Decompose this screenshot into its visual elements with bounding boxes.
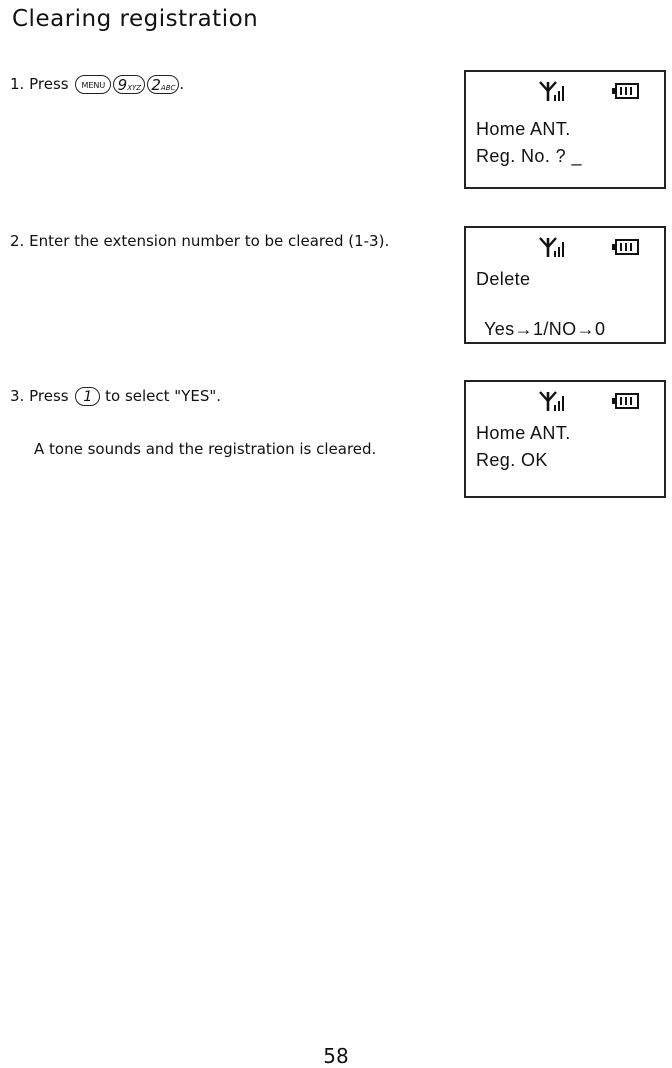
antenna-signal-icon (538, 390, 572, 412)
step-number: 3. (10, 387, 25, 405)
phone-display-2 (464, 226, 666, 344)
key-2-icon: 2ABC (147, 75, 179, 94)
display-line-1: Home ANT. (476, 423, 571, 443)
step-text: Enter the extension number to be cleared (1-3). (29, 232, 390, 250)
step-text: Press (29, 387, 69, 405)
step-text-suffix: to select "YES". (105, 387, 222, 405)
display-line-1: Delete (476, 269, 531, 289)
step-text: Press (29, 75, 69, 93)
page-title: Clearing registration (12, 6, 259, 32)
step-2 (10, 231, 389, 251)
status-bar (466, 390, 664, 414)
step-3 (10, 386, 221, 406)
phone-display-3 (464, 380, 666, 498)
status-bar (466, 236, 664, 260)
step-number: 1. (10, 75, 25, 93)
step-number: 2. (10, 232, 25, 250)
antenna-signal-icon (538, 236, 572, 258)
antenna-signal-icon (538, 80, 572, 102)
battery-icon (611, 83, 639, 99)
menu-key-icon: MENU (75, 75, 111, 94)
battery-icon (611, 393, 639, 409)
display-line-2: Reg. OK (476, 450, 548, 470)
key-9-icon: 9XYZ (113, 75, 145, 94)
step-text-suffix: . (179, 75, 185, 93)
step-note: A tone sounds and the registration is cleared. (34, 440, 377, 458)
key-1-icon: 1 (75, 387, 100, 406)
battery-icon (611, 239, 639, 255)
display-line-2: Reg. No. ? _ (476, 146, 582, 166)
display-line-2: Yes→1/NO→0 (484, 319, 606, 339)
status-bar (466, 80, 664, 104)
phone-display-1 (464, 70, 666, 189)
step-1 (10, 74, 184, 94)
display-line-1: Home ANT. (476, 119, 571, 139)
page-number: 58 (323, 1044, 349, 1068)
